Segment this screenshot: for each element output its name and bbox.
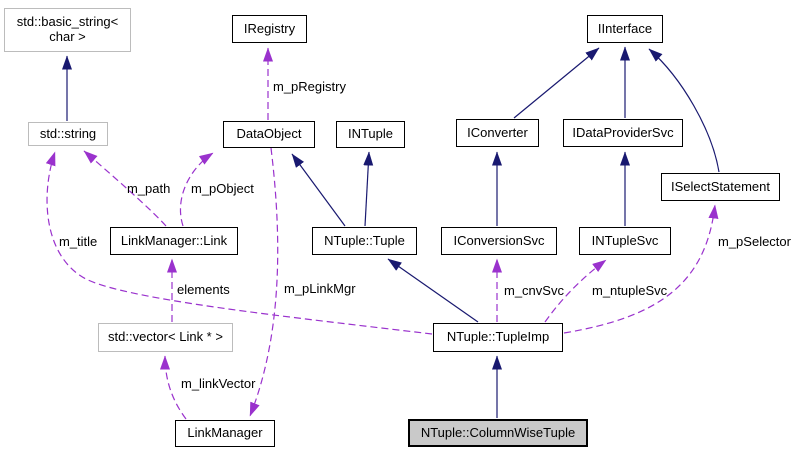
class-node-iinterface[interactable] [587, 15, 663, 43]
edge-label-m_linkVector: m_linkVector [181, 376, 256, 391]
class-node-label: INTupleSvc [591, 232, 659, 248]
class-node-linkmanager-link[interactable] [110, 227, 238, 255]
class-node-std-string [28, 122, 108, 146]
edge-label-elements: elements [177, 282, 230, 297]
edge-label-m_pSelector: m_pSelector [718, 234, 791, 249]
edge-ntuple-tupleimp-to-iselectstatement [564, 205, 715, 333]
edge-label-m_pLinkMgr: m_pLinkMgr [284, 281, 356, 296]
class-node-label: LinkManager::Link [120, 232, 228, 248]
edge-label-m_pObject: m_pObject [191, 181, 254, 196]
class-node-intuple[interactable] [336, 121, 405, 148]
edge-ntuple-tuple-to-intuple [365, 152, 369, 226]
class-node-dataobject[interactable] [223, 121, 315, 148]
class-node-label: LinkManager [187, 425, 263, 441]
class-node-label: std::string [39, 125, 97, 141]
edge-label-m_title: m_title [59, 234, 98, 249]
class-node-label: ISelectStatement [671, 178, 770, 194]
class-node-iregistry[interactable] [232, 15, 307, 43]
class-node-label: NTuple::ColumnWiseTuple [420, 424, 576, 440]
edge-ntuple-tupleimp-to-ntuple-tuple [388, 259, 478, 322]
class-node-iselectstatement[interactable] [661, 173, 780, 201]
class-node-std-vector-link [98, 323, 233, 352]
edge-label-m_path: m_path [127, 181, 171, 196]
edge-label-m_cnvSvc: m_cnvSvc [504, 283, 564, 298]
class-node-std-basic-string [4, 8, 131, 52]
class-node-label: NTuple::Tuple [324, 232, 405, 248]
class-node-label: IRegistry [243, 20, 296, 36]
class-node-ntuple-tuple[interactable] [312, 227, 417, 255]
class-node-label: INTuple [347, 126, 394, 142]
class-node-ntuple-columnwisetuple [408, 419, 588, 447]
class-node-label: IInterface [597, 20, 653, 36]
edge-ntuple-tuple-to-dataobject [292, 154, 345, 226]
class-node-idataprovidersvc[interactable] [563, 119, 683, 147]
class-node-iconversionsvc[interactable] [441, 227, 557, 255]
edge-label-m_pRegistry: m_pRegistry [273, 79, 346, 94]
class-node-label: NTuple::TupleImp [446, 329, 550, 345]
class-node-label: std::basic_string< [16, 14, 119, 30]
edge-iconverter-to-iinterface [514, 48, 599, 118]
edge-label-m_ntupleSvc: m_ntupleSvc [592, 283, 668, 298]
class-node-label: DataObject [236, 126, 302, 142]
class-node-linkmanager[interactable] [175, 420, 275, 447]
class-node-intuplesvc[interactable] [579, 227, 671, 255]
class-node-ntuple-tupleimp[interactable] [433, 323, 563, 352]
class-node-label: char > [49, 29, 86, 44]
class-node-label: IConversionSvc [453, 232, 545, 248]
class-node-label: IConverter [467, 124, 528, 140]
class-node-iconverter[interactable] [456, 119, 539, 147]
class-node-label: std::vector< Link * > [108, 329, 223, 345]
edge-iselectstatement-to-iinterface [649, 49, 719, 172]
class-node-label: IDataProviderSvc [572, 124, 674, 140]
